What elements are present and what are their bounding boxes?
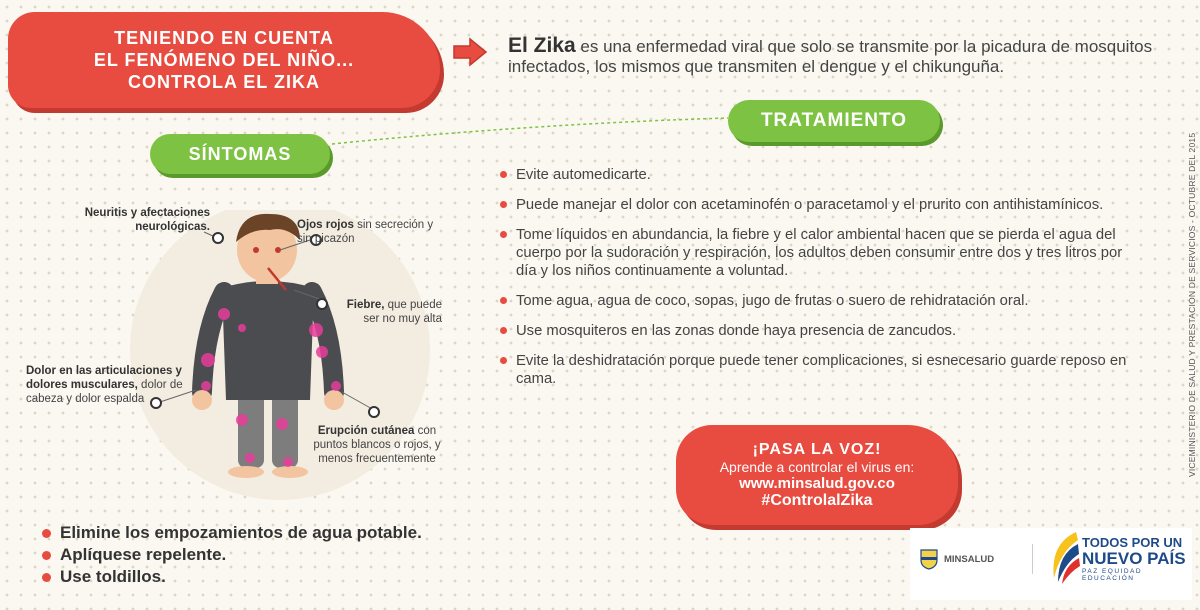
tratamiento-item: Evite la deshidratación porque puede tener complicaciones, si esnecesario guarde reposo en cama.: [500, 352, 1140, 388]
dolor-bold: Dolor en las articulaciones y dolores musculares,: [26, 365, 182, 391]
arrow-right-icon: [452, 36, 488, 68]
prevencion-item: Aplíquese repelente.: [42, 544, 422, 566]
label-neuritis: [70, 206, 210, 234]
intro-bold: El Zika: [508, 34, 576, 57]
fiebre-text: que puede ser no muy alta: [363, 299, 442, 325]
label-fiebre: [330, 298, 442, 326]
cta-subtitle: Aprende a controlar el virus en:: [719, 458, 915, 475]
cta-url-link[interactable]: www.minsalud.gov.co: [739, 474, 895, 492]
right-foot: [272, 466, 308, 478]
minsalud-text: MINSALUD: [944, 553, 995, 565]
vertical-credit: VICEMINISTERIO DE SALUD Y PRESTACIÓN DE SERVICIOS - OCTUBRE DEL 2015: [1187, 132, 1197, 478]
prevencion-list: [42, 522, 422, 588]
flag-swoosh-icon: [1046, 530, 1080, 586]
erupcion-text: con puntos blancos o rojos, y menos frecuentemente: [313, 425, 441, 465]
tratamiento-item: Puede manejar el dolor con acetaminofén o paracetamol y el prurito con antihistamínicos.: [500, 196, 1140, 214]
tpun-line-3: PAZ EQUIDAD EDUCACIÓN: [1082, 568, 1143, 582]
tratamiento-item: Evite automedicarte.: [500, 166, 1140, 184]
pasa-la-voz-box: [676, 425, 958, 525]
ojos-bold: Ojos rojos: [297, 219, 354, 231]
left-eye: [253, 247, 259, 253]
tratamiento-item: Use mosquiteros en las zonas donde haya presencia de zancudos.: [500, 322, 1140, 340]
dolor-text: dolor de cabeza y dolor espalda: [26, 379, 183, 405]
prevencion-item: Elimine los empozamientos de agua potable.: [42, 522, 422, 544]
intro-text: es una enfermedad viral que solo se transmite por la picadura de mosquitos infectados, los mismos que transmiten el dengue y el chikunguña.: [508, 37, 1153, 76]
prevencion-item: Use toldillos.: [42, 566, 422, 588]
tratamiento-item: Tome agua, agua de coco, sopas, jugo de frutas o suero de rehidratación oral.: [500, 292, 1140, 310]
tpun-line-1: TODOS POR UN: [1082, 535, 1183, 550]
neuritis-bold: Neuritis y afectaciones neurológicas.: [84, 207, 210, 233]
shield-icon: [920, 548, 938, 570]
tpun-line-2: NUEVO PAÍS: [1082, 549, 1186, 568]
fiebre-bold: Fiebre,: [346, 299, 385, 311]
cta-hashtag: #ControlalZika: [761, 491, 873, 509]
intro-paragraph: [508, 36, 1188, 77]
tratamiento-list: [500, 166, 1140, 388]
right-hand: [324, 390, 344, 410]
label-ojos-rojos: [297, 218, 437, 246]
torso: [222, 281, 314, 400]
dashed-connector: [330, 114, 730, 154]
left-foot: [228, 466, 264, 478]
title-text: [94, 27, 354, 93]
sintomas-pill: SÍNTOMAS: [150, 134, 330, 174]
label-dolor: [26, 364, 196, 406]
label-erupcion: [312, 424, 442, 466]
todos-por-un-nuevo-pais-logo: [1082, 536, 1192, 582]
ojos-text: sin secreción y sin picazón: [297, 219, 434, 245]
title-banner: [8, 12, 440, 108]
tratamiento-item: Tome líquidos en abundancia, la fiebre y el calor ambiental hacen que se pierda el agua del cuerpo por la sudoración y respiración, los adultos deben consumir entre dos y tres litros por día y los niños continuamente a voluntad.: [500, 226, 1140, 280]
tratamiento-pill: TRATAMIENTO: [728, 100, 940, 142]
minsalud-logo: [920, 544, 1033, 574]
cta-title: ¡PASA LA VOZ!: [752, 440, 882, 458]
erupcion-bold: Erupción cutánea: [317, 425, 415, 437]
title-line-3: CONTROLA EL ZIKA: [127, 72, 320, 92]
title-line-1: TENIENDO EN CUENTA: [114, 28, 334, 48]
title-line-2: EL FENÓMENO DEL NIÑO...: [93, 50, 355, 70]
